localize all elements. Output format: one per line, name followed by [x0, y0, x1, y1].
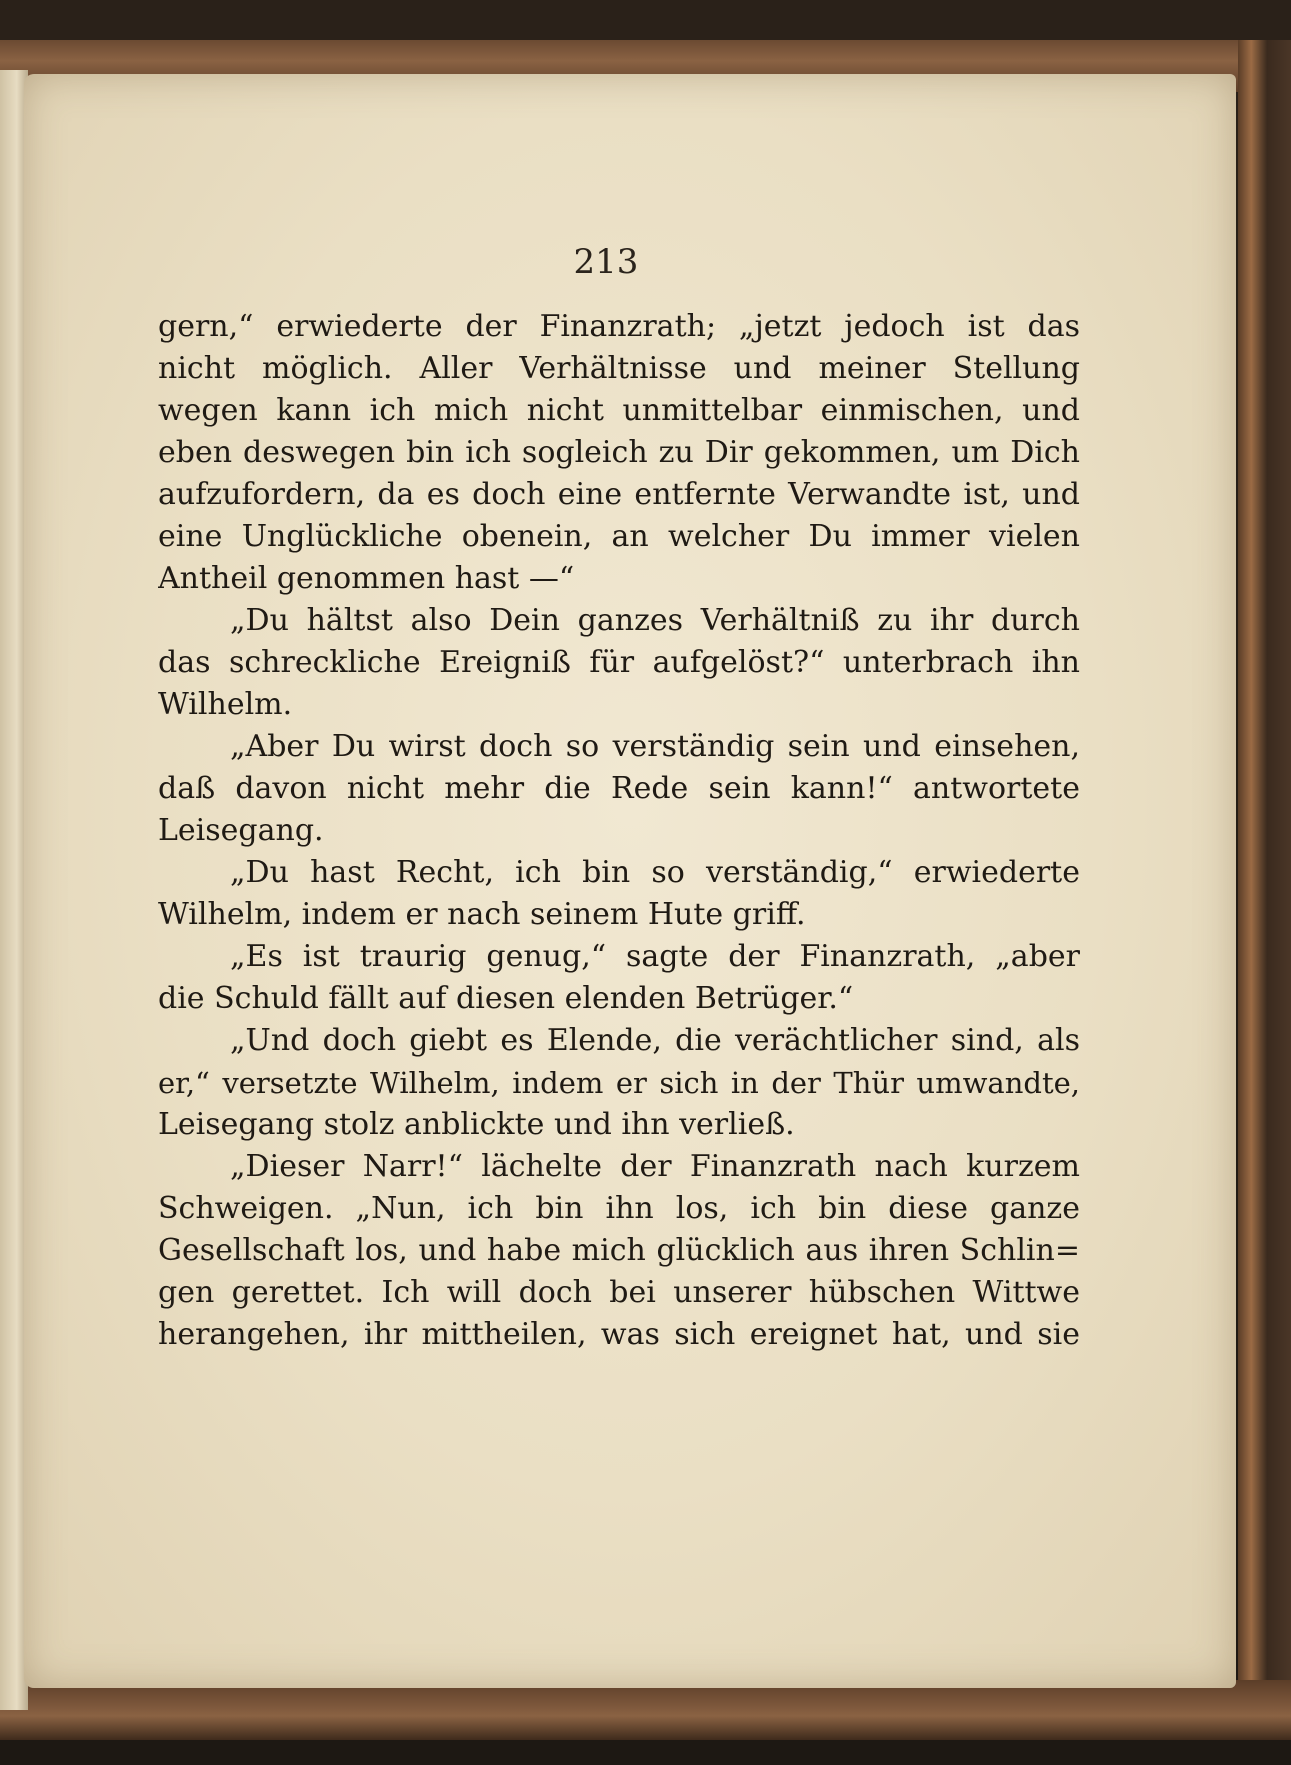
text-line: gen gerettet. Ich will doch bei unserer hübschen Wittwe	[158, 1275, 1080, 1310]
text-line: Leisegang.	[158, 813, 324, 848]
text-line: Gesellschaft los, und habe mich glücklich aus ihren Schlin=	[158, 1233, 1080, 1268]
text-line: „Dieser Narr!“ lächelte der Finanzrath nach kurzem	[230, 1149, 1080, 1184]
text-line: daß davon nicht mehr die Rede sein kann!“ antwortete	[158, 771, 1080, 806]
page-number: 213	[573, 242, 639, 282]
text-line: gern,“ erwiederte der Finanzrath; „jetzt jedoch ist das	[158, 309, 1080, 344]
text-line: nicht möglich. Aller Verhältnisse und meiner Stellung	[158, 351, 1080, 386]
book-page	[24, 74, 1236, 1688]
book-cover-right-edge	[1238, 40, 1291, 1740]
text-line: Wilhelm.	[158, 687, 293, 722]
text-line: herangehen, ihr mittheilen, was sich ereignet hat, und sie	[158, 1317, 1080, 1352]
text-line: eben deswegen bin ich sogleich zu Dir gekommen, um Dich	[158, 435, 1080, 470]
book-cover-bottom-edge	[0, 1680, 1291, 1740]
text-line: „Aber Du wirst doch so verständig sein und einsehen,	[230, 729, 1080, 764]
text-line: „Du hast Recht, ich bin so verständig,“ erwiederte	[230, 855, 1080, 890]
text-line: „Du hältst also Dein ganzes Verhältniß zu ihr durch	[230, 603, 1080, 638]
text-line: das schreckliche Ereigniß für aufgelöst?“ unterbrach ihn	[158, 645, 1080, 680]
text-line: eine Unglückliche obenein, an welcher Du immer vielen	[158, 519, 1080, 554]
text-line: wegen kann ich mich nicht unmittelbar einmischen, und	[158, 393, 1080, 428]
text-line: Antheil genommen hast —“	[158, 561, 575, 596]
text-line: Leisegang stolz anblickte und ihn verließ.	[158, 1107, 795, 1142]
text-line: Schweigen. „Nun, ich bin ihn los, ich bin diese ganze	[158, 1191, 1080, 1226]
text-line: Wilhelm, indem er nach seinem Hute griff.	[158, 897, 806, 932]
text-line: „Es ist traurig genug,“ sagte der Finanzrath, „aber	[230, 939, 1080, 974]
text-line: aufzufordern, da es doch eine entfernte Verwandte ist, und	[158, 477, 1080, 512]
text-line: er,“ versetzte Wilhelm, indem er sich in der Thür umwandte,	[158, 1066, 1080, 1100]
page-text-block	[158, 306, 1080, 1356]
text-line: die Schuld fällt auf diesen elenden Betrüger.“	[158, 981, 854, 1016]
text-line: „Und doch giebt es Elende, die verächtlicher sind, als	[230, 1023, 1080, 1058]
